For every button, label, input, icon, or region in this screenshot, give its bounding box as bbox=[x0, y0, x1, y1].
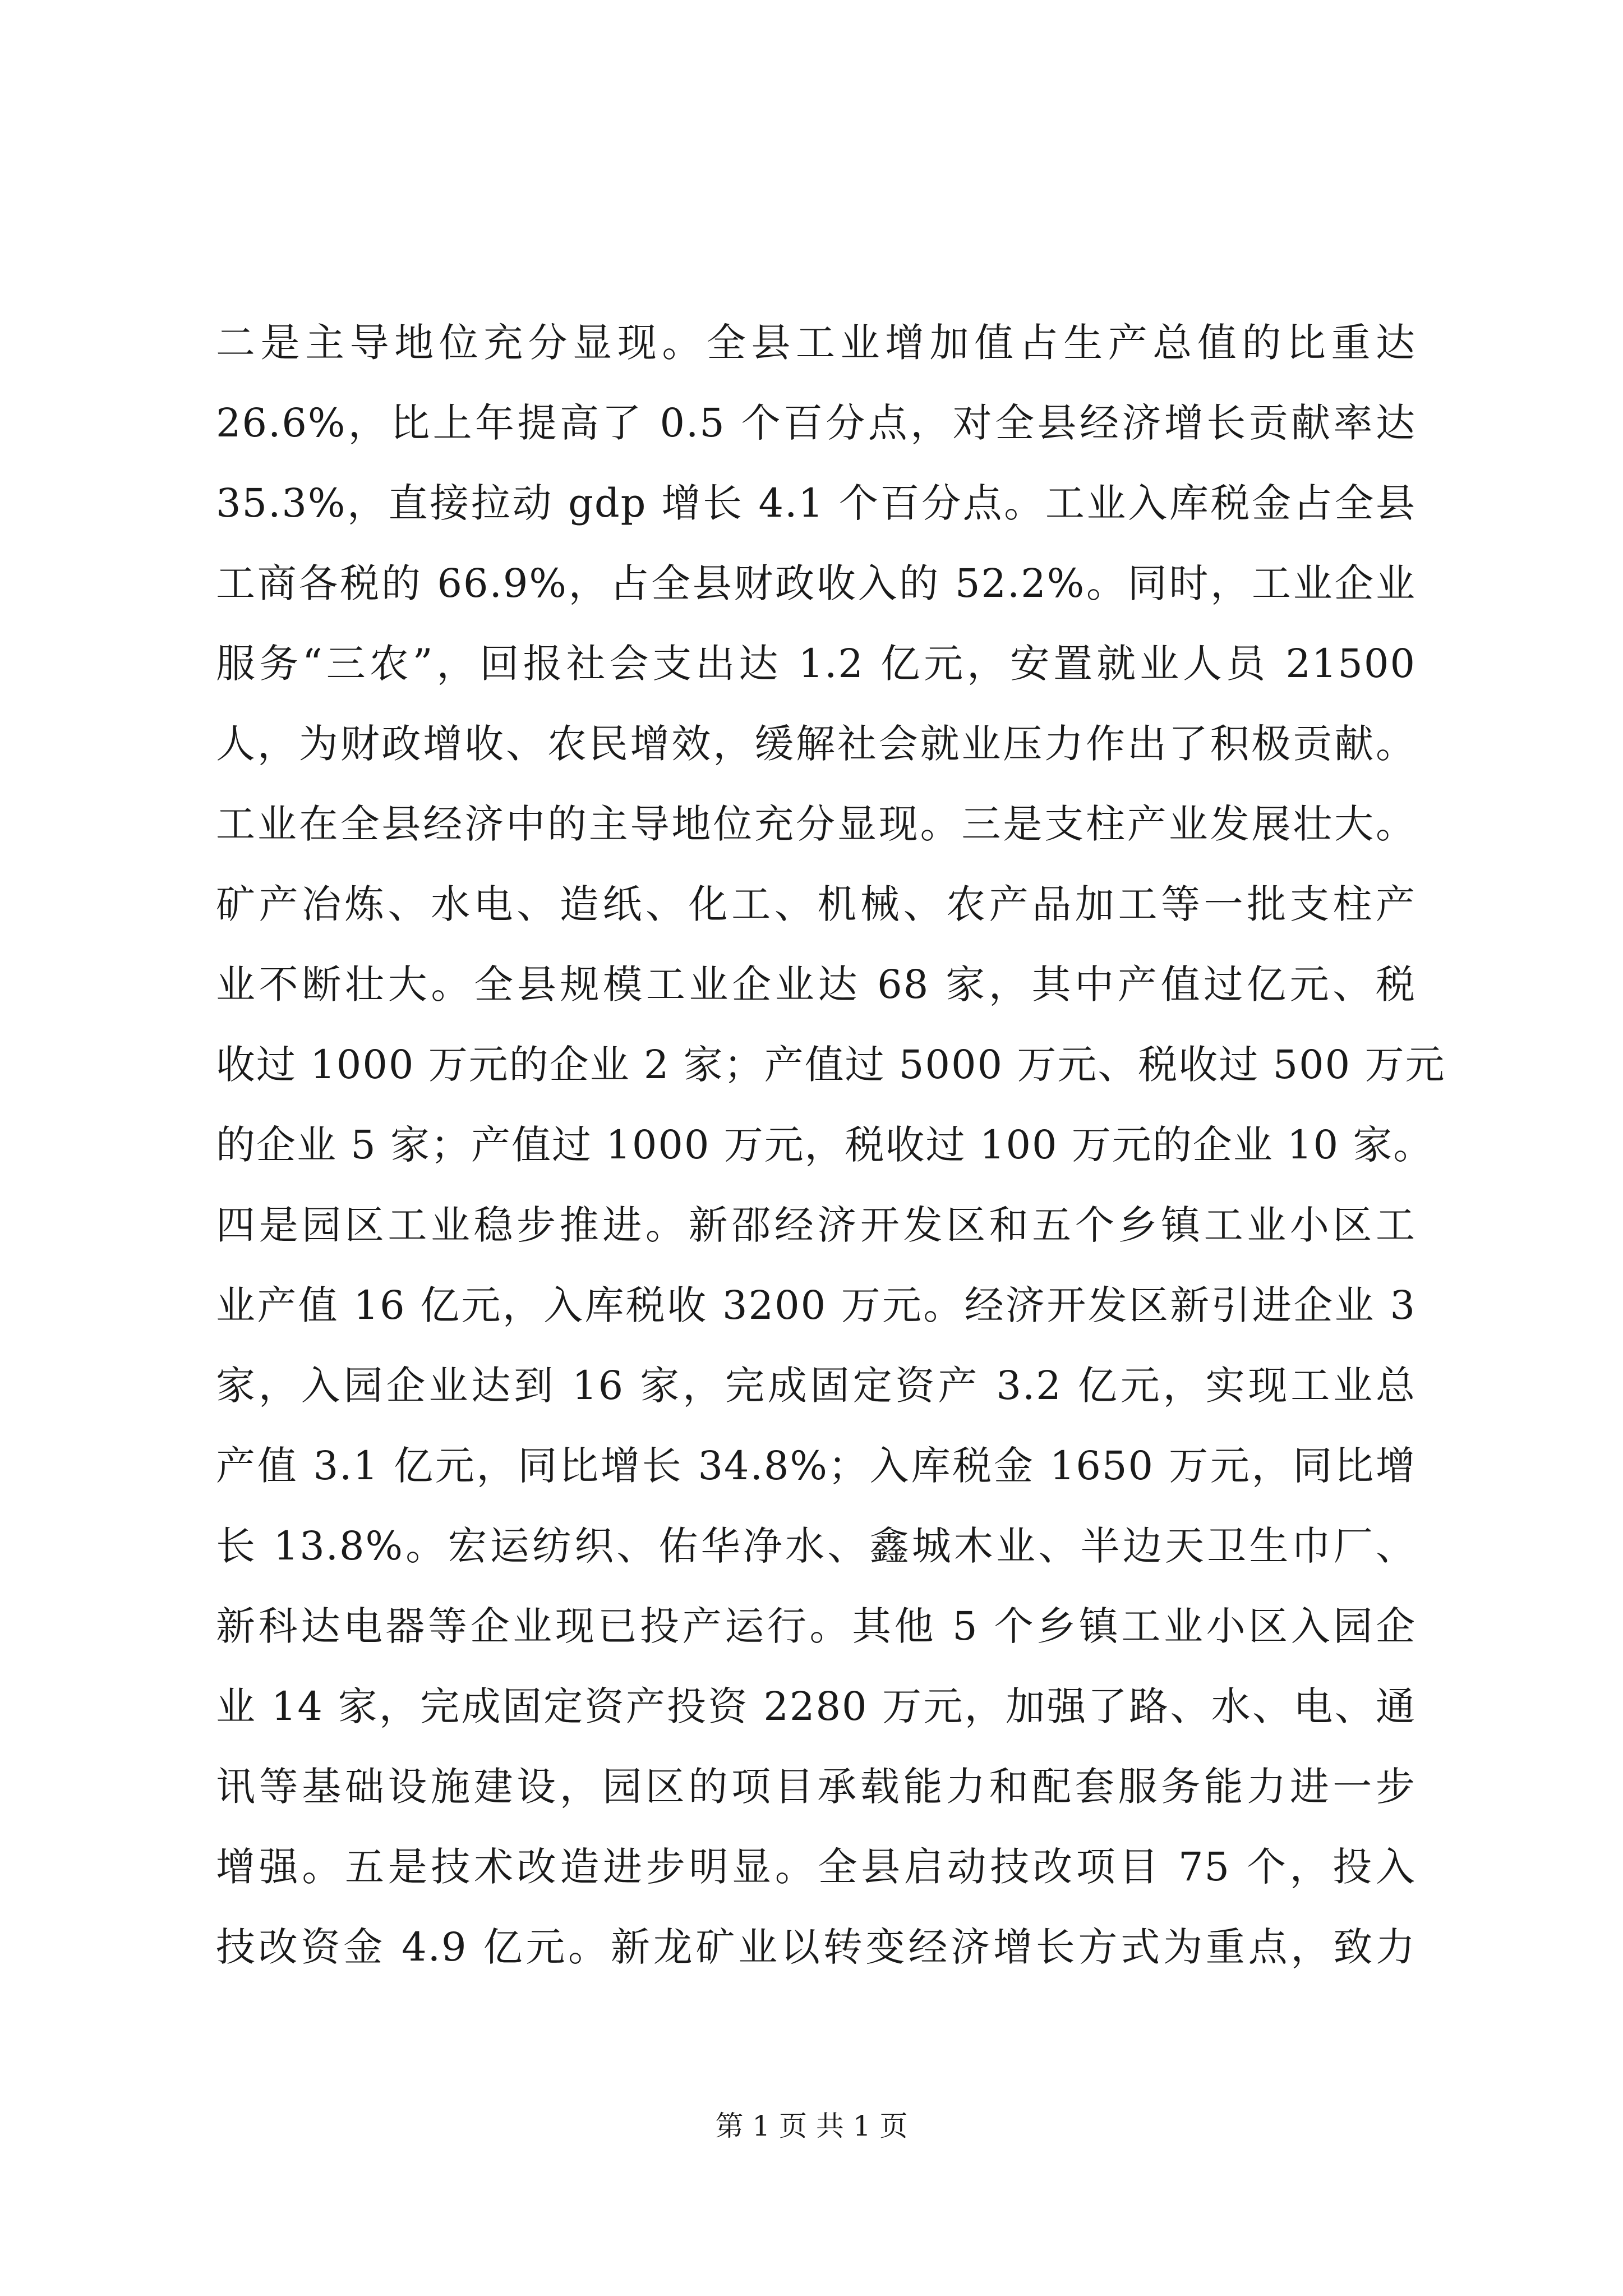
text-line: 业 14 家，完成固定资产投资 2280 万元，加强了路、水、电、通 bbox=[216, 1683, 1416, 1729]
text-line: 26.6%，比上年提高了 0.5 个百分点，对全县经济增长贡献率达 bbox=[216, 400, 1416, 446]
text-line: 的企业 5 家；产值过 1000 万元，税收过 100 万元的企业 10 家。 bbox=[216, 1122, 1434, 1168]
text-line: 工业在全县经济中的主导地位充分显现。三是支柱产业发展壮大。 bbox=[216, 801, 1416, 847]
text-line: 矿产冶炼、水电、造纸、化工、机械、农产品加工等一批支柱产 bbox=[216, 881, 1416, 927]
text-line: 二是主导地位充分显现。全县工业增加值占生产总值的比重达 bbox=[216, 320, 1416, 366]
text-line: 长 13.8%。宏运纺织、佑华净水、鑫城木业、半边天卫生巾厂、 bbox=[216, 1523, 1416, 1569]
text-line: 服务“三农”，回报社会支出达 1.2 亿元，安置就业人员 21500 bbox=[216, 641, 1416, 687]
text-line: 产值 3.1 亿元，同比增长 34.8%；入库税金 1650 万元，同比增 bbox=[216, 1443, 1416, 1489]
text-line: 四是园区工业稳步推进。新邵经济开发区和五个乡镇工业小区工 bbox=[216, 1202, 1416, 1248]
text-line: 新科达电器等企业现已投产运行。其他 5 个乡镇工业小区入园企 bbox=[216, 1603, 1416, 1649]
text-line: 收过 1000 万元的企业 2 家；产值过 5000 万元、税收过 500 万元 bbox=[216, 1042, 1446, 1088]
text-line: 讯等基础设施建设，园区的项目承载能力和配套服务能力进一步 bbox=[216, 1764, 1416, 1810]
text-line: 技改资金 4.9 亿元。新龙矿业以转变经济增长方式为重点，致力 bbox=[216, 1924, 1416, 1970]
text-line: 人，为财政增收、农民增效，缓解社会就业压力作出了积极贡献。 bbox=[216, 721, 1416, 767]
body-paragraph bbox=[216, 303, 1446, 1987]
page-number-footer: 第 1 页 共 1 页 bbox=[715, 2110, 908, 2142]
text-line: 业产值 16 亿元，入库税收 3200 万元。经济开发区新引进企业 3 bbox=[216, 1282, 1416, 1328]
text-line: 工商各税的 66.9%，占全县财政收入的 52.2%。同时，工业企业 bbox=[216, 560, 1416, 606]
text-line: 业不断壮大。全县规模工业企业达 68 家，其中产值过亿元、税 bbox=[216, 961, 1416, 1007]
text-line: 35.3%，直接拉动 gdp 增长 4.1 个百分点。工业入库税金占全县 bbox=[216, 480, 1416, 526]
text-line: 增强。五是技术改造进步明显。全县启动技改项目 75 个，投入 bbox=[216, 1844, 1416, 1890]
text-line: 家，入园企业达到 16 家，完成固定资产 3.2 亿元，实现工业总 bbox=[216, 1363, 1416, 1409]
